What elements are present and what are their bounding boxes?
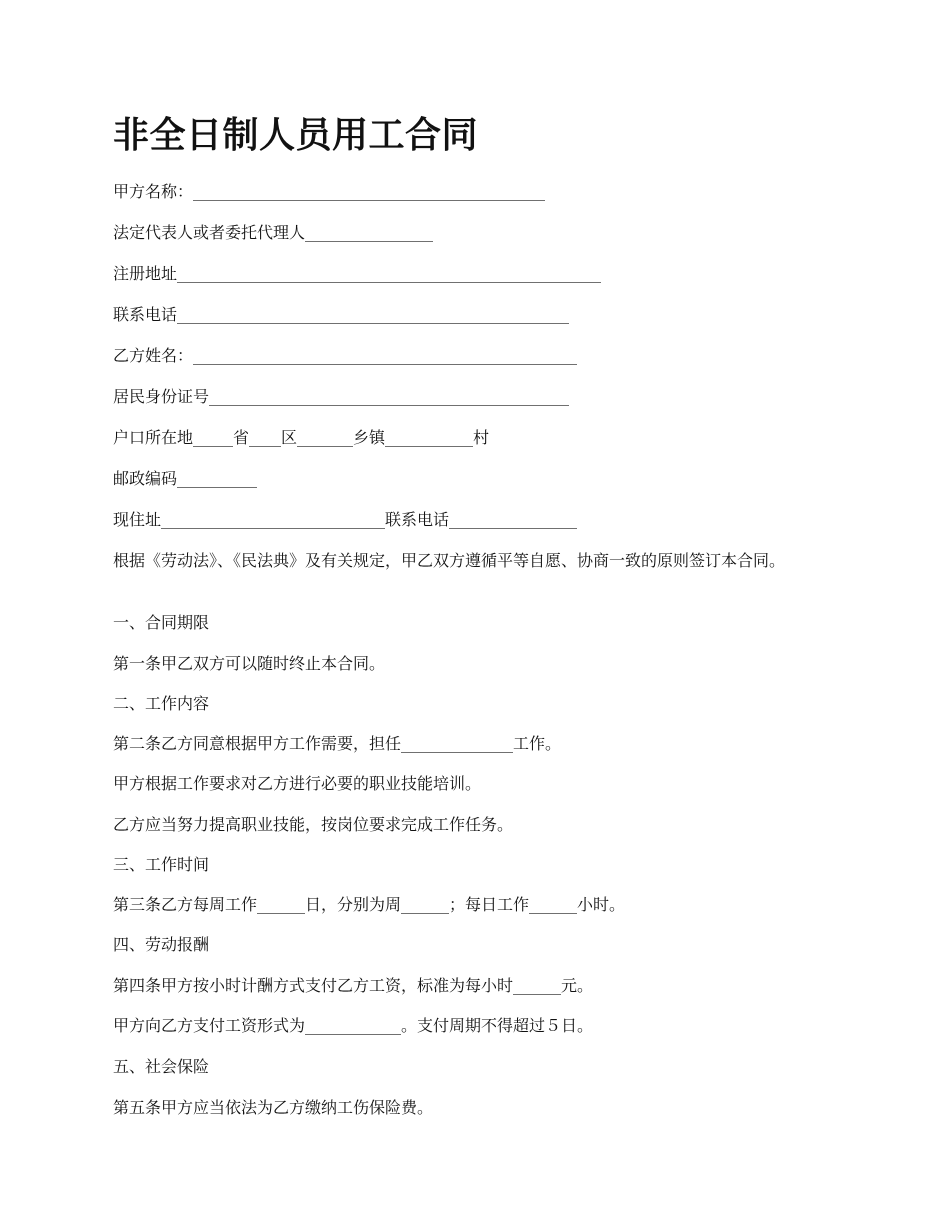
document-title: 非全日制人员用工合同 bbox=[113, 115, 479, 156]
section-heading-term: 一、合同期限 bbox=[113, 613, 210, 632]
payment-form-clause: 甲方向乙方支付工资形式为____________。支付周期不得超过５日。 bbox=[113, 1016, 594, 1035]
section-heading-work-time: 三、工作时间 bbox=[113, 855, 210, 874]
legal-representative-line: 法定代表人或者委托代理人________________ bbox=[113, 223, 434, 242]
section-heading-work-content: 二、工作内容 bbox=[113, 694, 210, 713]
party-b-name-line: 乙方姓名：________________________________________________ bbox=[113, 346, 578, 365]
party-a-name-line: 甲方名称：____________________________________________ bbox=[113, 182, 546, 201]
skill-clause: 乙方应当努力提高职业技能，按岗位要求完成工作任务。 bbox=[113, 815, 514, 834]
section-heading-remuneration: 四、劳动报酬 bbox=[113, 935, 210, 954]
section-heading-social-insurance: 五、社会保险 bbox=[113, 1057, 210, 1076]
household-registration-line: 户口所在地_____省____区_______乡镇___________村 bbox=[113, 428, 490, 447]
training-clause: 甲方根据工作要求对乙方进行必要的职业技能培训。 bbox=[113, 774, 482, 793]
article-2: 第二条乙方同意根据甲方工作需要，担任______________工作。 bbox=[113, 734, 562, 753]
article-3: 第三条乙方每周工作______日，分别为周______；每日工作______小时。 bbox=[113, 895, 626, 914]
current-address-line: 现住址____________________________联系电话________________ bbox=[113, 510, 578, 529]
party-a-phone-line: 联系电话_________________________________________________ bbox=[113, 305, 570, 324]
article-5: 第五条甲方应当依法为乙方缴纳工伤保险费。 bbox=[113, 1098, 434, 1117]
postal-code-line: 邮政编码__________ bbox=[113, 469, 258, 488]
registered-address-line: 注册地址_____________________________________________________ bbox=[113, 264, 602, 283]
id-number-line: 居民身份证号_____________________________________________ bbox=[113, 387, 570, 406]
preamble-paragraph: 根据《劳动法》、《民法典》及有关规定，甲乙双方遵循平等自愿、协商一致的原则签订本合同。 bbox=[113, 551, 786, 570]
article-1: 第一条甲乙双方可以随时终止本合同。 bbox=[113, 654, 386, 673]
article-4: 第四条甲方按小时计酬方式支付乙方工资，标准为每小时______元。 bbox=[113, 976, 594, 995]
